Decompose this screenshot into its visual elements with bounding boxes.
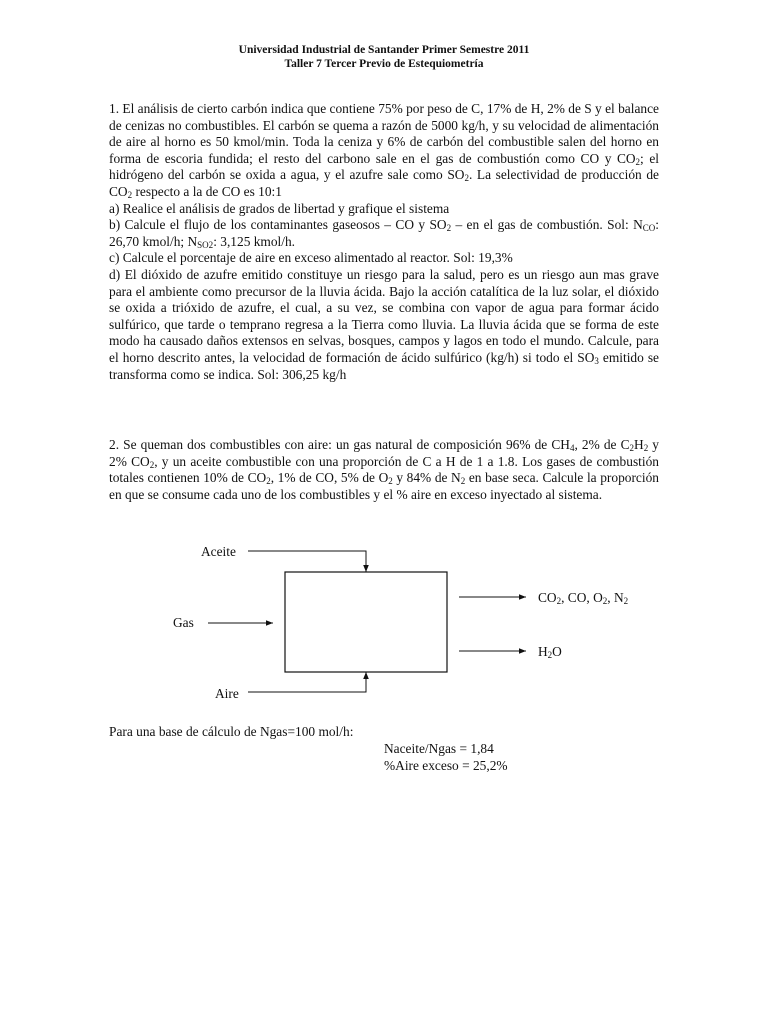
problem-2 (109, 437, 659, 503)
gas-label: Gas (173, 615, 194, 630)
header-line-2: Taller 7 Tercer Previo de Estequiometría (284, 58, 484, 70)
aire-stream-arrow (248, 672, 366, 692)
problem-1-intro: 1. El análisis de cierto carbón indica que contiene 75% por peso de C, 17% de H, 2% de S y el balance de cenizas no combustibles. El carbón se quema a razón de 5000 kg/h, y su velocidad de alimentación de aire al horno es 50 kmol/min. Toda la ceniza y 6% de carbón del combustible salen del horno en forma de escoria fundida; el resto del carbono sale en el gas de combustión como CO y $CO_2$; el hidrógeno del carbón se oxida a agua, y el azufre sale como $SO_2$. La selectividad de producción de $CO_2$ respecto a la de CO es 10:1 (109, 101, 659, 200)
problem-1-part-c: c) Calcule el porcentaje de aire en exceso alimentado al reactor. Sol: 19,3% (109, 250, 513, 266)
water-label: $H_2O$ (538, 644, 562, 660)
aceite-stream-arrow (248, 551, 366, 572)
fuel-ratio-result: Naceite/Ngas = 1,84 (384, 741, 494, 756)
aire-label: Aire (215, 686, 239, 701)
problem-2-text: 2. Se queman dos combustibles con aire: un gas natural de composición 96% de $CH_4$, 2% de $C_2H_2$ y 2% $CO_2$, y un aceite combustible con una proporción de C a H de 1 a 1.8. Los gases de combustión totales contienen 10% de $CO_2$, 1% de CO, 5% de $O_2$ y 84% de $N_2$ en base seca. Calcule la proporción en que se consume cada uno de los combustibles y el % aire en exceso inyectado al sistema. (109, 437, 660, 502)
problem-1 (109, 101, 659, 383)
header-line-1: Universidad Industrial de Santander Primer Semestre 2011 (238, 44, 530, 56)
problem-1-part-a: a) Realice el análisis de grados de libertad y grafique el sistema (109, 200, 450, 216)
reactor-box (285, 572, 447, 672)
document-header (0, 43, 768, 71)
aceite-label: Aceite (201, 544, 236, 559)
combustion-gas-label: $CO_2$, CO, $O_2$, $N_2$ (538, 590, 629, 606)
calculation-base: Para una base de cálculo de Ngas=100 mol/h: (109, 724, 354, 739)
problem-1-part-b: b) Calcule el flujo de los contaminantes gaseosos – CO y $SO_2$ – en el gas de combustión. Sol: $N_{CO}$: 26,70 kmol/h; $N_{SO2}$: 3,125 kmol/h. (109, 217, 660, 250)
excess-air-result: %Aire exceso = 25,2% (384, 758, 508, 773)
problem-1-part-d: d) El dióxido de azufre emitido constituye un riesgo para la salud, pero es un riesgo aun mas grave para el ambiente como precursor de la lluvia ácida. Bajo la acción catalítica de la luz solar, el dióxido se oxida a trióxido de azufre, el cual, a su vez, se combina con vapor de agua para formar ácido sulfúrico, que tarde o temprano regresa a la Tierra como lluvia. La lluvia ácida que se forma de este modo ha causado daños extensos en selvas, bosques, campos y lagos en todo el mundo. Calcule, para el horno descrito antes, la velocidad de formación de ácido sulfúrico (kg/h) si todo el $SO_3$ emitido se transforma como se indica. Sol: 306,25 kg/h (109, 266, 660, 382)
